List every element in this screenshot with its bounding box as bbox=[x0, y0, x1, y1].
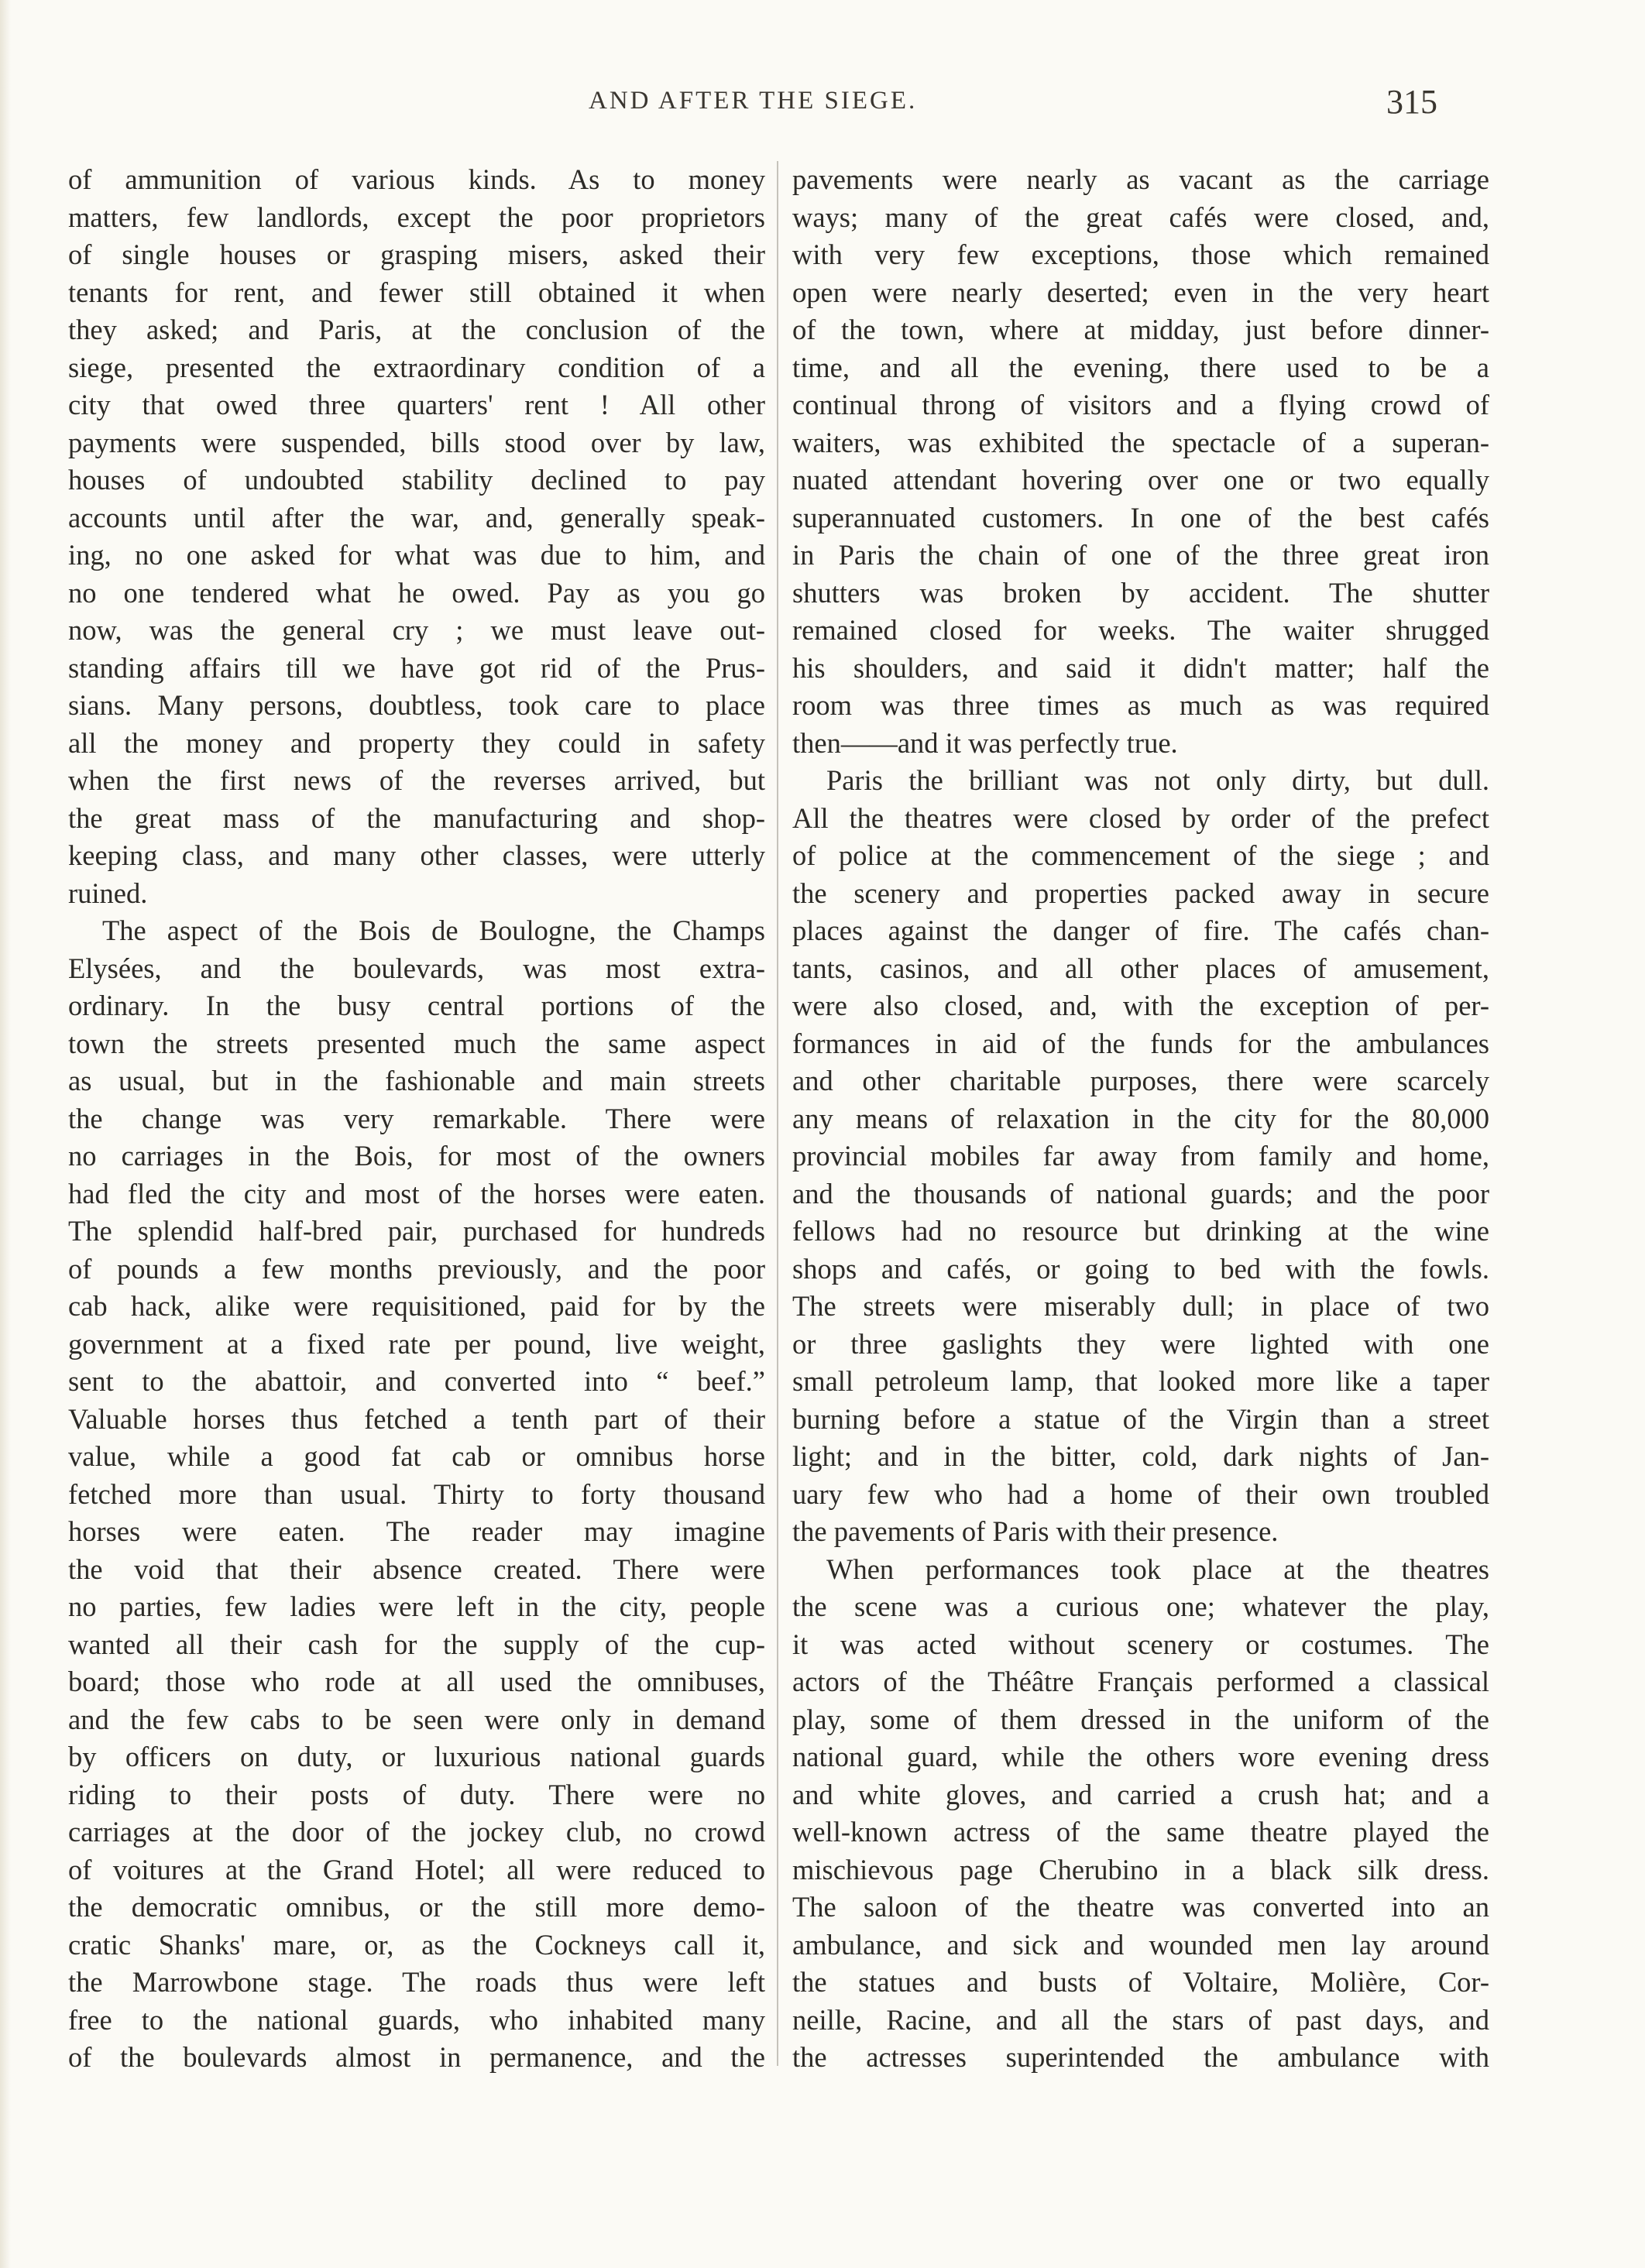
text-line: payments were suspended, bills stood over by law, bbox=[68, 426, 765, 458]
text-line: sent to the abattoir, and converted into “ beef.” bbox=[68, 1365, 765, 1397]
text-line: and white gloves, and carried a crush hat; and a bbox=[792, 1778, 1489, 1810]
text-line: room was three times as much as was required bbox=[792, 689, 1489, 721]
text-line: no carriages in the Bois, for most of the owners bbox=[68, 1140, 765, 1172]
text-line: Paris the brilliant was not only dirty, but dull. bbox=[826, 764, 1489, 796]
text-line: of police at the commencement of the siege ; and bbox=[792, 839, 1489, 871]
text-line: formances in aid of the funds for the ambulances bbox=[792, 1027, 1489, 1059]
text-line: of the town, where at midday, just before dinner- bbox=[792, 314, 1489, 345]
text-line: the void that their absence created. There were bbox=[68, 1553, 765, 1585]
left-text-column bbox=[68, 161, 765, 2077]
text-line: the great mass of the manufacturing and shop- bbox=[68, 801, 765, 834]
text-line: ordinary. In the busy central portions of the bbox=[68, 990, 765, 1021]
text-line: carriages at the door of the jockey club, no crowd bbox=[68, 1816, 765, 1848]
text-line: ambulance, and sick and wounded men lay around bbox=[792, 1928, 1489, 1961]
text-line: no parties, few ladies were left in the city, people bbox=[68, 1590, 765, 1622]
text-line: and the few cabs to be seen were only in demand bbox=[68, 1703, 765, 1735]
text-line: waiters, was exhibited the spectacle of a superan- bbox=[792, 426, 1489, 458]
text-line: The saloon of the theatre was converted into an bbox=[792, 1891, 1489, 1923]
page-edge-shadow bbox=[0, 0, 11, 2268]
text-line: of the boulevards almost in permanence, and the bbox=[68, 2041, 765, 2073]
text-line: it was acted without scenery or costumes. The bbox=[792, 1628, 1489, 1660]
text-line: as usual, but in the fashionable and main streets bbox=[68, 1065, 765, 1096]
text-line: and other charitable purposes, there were scarcely bbox=[792, 1065, 1489, 1096]
text-line: accounts until after the war, and, generally speak- bbox=[68, 501, 765, 534]
text-line: keeping class, and many other classes, were utterly bbox=[68, 839, 765, 871]
text-line: of voitures at the Grand Hotel; all were reduced to bbox=[68, 1853, 765, 1885]
text-line: neille, Racine, and all the stars of past days, and bbox=[792, 2003, 1489, 2036]
text-line: burning before a statue of the Virgin than a street bbox=[792, 1402, 1489, 1435]
text-line: value, while a good fat cab or omnibus horse bbox=[68, 1440, 765, 1472]
text-line: free to the national guards, who inhabited many bbox=[68, 2003, 765, 2036]
text-line: of single houses or grasping misers, asked their bbox=[68, 238, 765, 270]
text-line: remained closed for weeks. The waiter shrugged bbox=[792, 614, 1489, 646]
text-line: pavements were nearly as vacant as the carriage bbox=[792, 163, 1489, 195]
text-line: fellows had no resource but drinking at the wine bbox=[792, 1215, 1489, 1247]
text-line: Elysées, and the boulevards, was most extra- bbox=[68, 952, 765, 984]
text-line: play, some of them dressed in the uniform of the bbox=[792, 1703, 1489, 1735]
text-line: superannuated customers. In one of the best cafés bbox=[792, 501, 1489, 534]
text-line: national guard, while the others wore evening dress bbox=[792, 1741, 1489, 1772]
text-line: The splendid half-bred pair, purchased for hundreds bbox=[68, 1215, 765, 1247]
text-line: when the first news of the reverses arrived, but bbox=[68, 764, 765, 796]
text-line: nuated attendant hovering over one or two equally bbox=[792, 464, 1489, 496]
text-line: his shoulders, and said it didn't matter; half the bbox=[792, 651, 1489, 684]
text-line: The streets were miserably dull; in place of two bbox=[792, 1290, 1489, 1322]
text-line: of pounds a few months previously, and the poor bbox=[68, 1252, 765, 1285]
text-line: shutters was broken by accident. The shutter bbox=[792, 576, 1489, 609]
text-line: riding to their posts of duty. There were no bbox=[68, 1778, 765, 1810]
text-line: the actresses superintended the ambulance with bbox=[792, 2041, 1489, 2073]
text-line: in Paris the chain of one of the three great iron bbox=[792, 539, 1489, 571]
text-line: with very few exceptions, those which remained bbox=[792, 238, 1489, 270]
text-line: fetched more than usual. Thirty to forty thousand bbox=[68, 1477, 765, 1510]
text-line: then——and it was perfectly true. bbox=[792, 726, 1178, 759]
text-line: actors of the Théâtre Français performed a classical bbox=[792, 1666, 1489, 1697]
page-number: 315 bbox=[1386, 83, 1437, 121]
text-line: wanted all their cash for the supply of the cup- bbox=[68, 1628, 765, 1660]
text-line: the scene was a curious one; whatever the play, bbox=[792, 1590, 1489, 1622]
text-line: were also closed, and, with the exception of per- bbox=[792, 990, 1489, 1021]
text-line: ruined. bbox=[68, 877, 148, 909]
text-line: Valuable horses thus fetched a tenth part of their bbox=[68, 1402, 765, 1435]
text-line: any means of relaxation in the city for the 80,000 bbox=[792, 1102, 1489, 1134]
text-line: All the theatres were closed by order of the prefect bbox=[792, 801, 1489, 834]
text-line: tants, casinos, and all other places of amusement, bbox=[792, 952, 1489, 984]
text-line: open were nearly deserted; even in the very heart bbox=[792, 276, 1489, 308]
text-line: had fled the city and most of the horses were eaten. bbox=[68, 1177, 765, 1209]
column-divider bbox=[777, 161, 778, 2066]
text-line: the pavements of Paris with their presence. bbox=[792, 1515, 1279, 1547]
text-line: tenants for rent, and fewer still obtained it when bbox=[68, 276, 765, 308]
text-line: or three gaslights they were lighted with one bbox=[792, 1327, 1489, 1360]
text-line: now, was the general cry ; we must leave out- bbox=[68, 614, 765, 646]
running-title: AND AFTER THE SIEGE. bbox=[589, 87, 918, 115]
running-head bbox=[0, 83, 1645, 133]
text-line: light; and in the bitter, cold, dark nights of Jan- bbox=[792, 1440, 1489, 1472]
text-line: cab hack, alike were requisitioned, paid for by the bbox=[68, 1290, 765, 1322]
text-line: the statues and busts of Voltaire, Molière, Cor- bbox=[792, 1966, 1489, 1998]
text-line: no one tendered what he owed. Pay as you go bbox=[68, 576, 765, 609]
text-line: horses were eaten. The reader may imagine bbox=[68, 1515, 765, 1547]
text-line: The aspect of the Bois de Boulogne, the Champs bbox=[102, 914, 765, 946]
text-line: cratic Shanks' mare, or, as the Cockneys call it, bbox=[68, 1928, 765, 1961]
text-line: standing affairs till we have got rid of the Prus- bbox=[68, 651, 765, 684]
text-line: matters, few landlords, except the poor proprietors bbox=[68, 201, 765, 233]
text-line: city that owed three quarters' rent ! All other bbox=[68, 389, 765, 420]
text-line: time, and all the evening, there used to be a bbox=[792, 351, 1489, 383]
text-line: board; those who rode at all used the omnibuses, bbox=[68, 1666, 765, 1697]
text-line: sians. Many persons, doubtless, took care to place bbox=[68, 689, 765, 721]
text-line: shops and cafés, or going to bed with the fowls. bbox=[792, 1252, 1489, 1285]
text-line: ways; many of the great cafés were closed, and, bbox=[792, 201, 1489, 233]
text-line: the change was very remarkable. There were bbox=[68, 1102, 765, 1134]
text-line: well-known actress of the same theatre played the bbox=[792, 1816, 1489, 1848]
text-line: the scenery and properties packed away in secure bbox=[792, 877, 1489, 909]
text-line: When performances took place at the theatres bbox=[826, 1553, 1489, 1585]
text-line: and the thousands of national guards; and the poor bbox=[792, 1177, 1489, 1209]
text-line: uary few who had a home of their own troubled bbox=[792, 1477, 1489, 1510]
text-line: continual throng of visitors and a flying crowd of bbox=[792, 389, 1489, 420]
text-line: provincial mobiles far away from family and home, bbox=[792, 1140, 1489, 1172]
text-line: of ammunition of various kinds. As to money bbox=[68, 163, 765, 195]
text-line: mischievous page Cherubino in a black silk dress. bbox=[792, 1853, 1489, 1885]
text-line: the democratic omnibus, or the still more demo- bbox=[68, 1891, 765, 1923]
text-line: all the money and property they could in safety bbox=[68, 726, 765, 759]
text-line: by officers on duty, or luxurious national guards bbox=[68, 1741, 765, 1772]
text-line: siege, presented the extraordinary condition of a bbox=[68, 351, 765, 383]
text-line: the Marrowbone stage. The roads thus were left bbox=[68, 1966, 765, 1998]
text-line: houses of undoubted stability declined to pay bbox=[68, 464, 765, 496]
text-line: government at a fixed rate per pound, live weight, bbox=[68, 1327, 765, 1360]
text-line: places against the danger of fire. The cafés chan- bbox=[792, 914, 1489, 946]
text-line: they asked; and Paris, at the conclusion of the bbox=[68, 314, 765, 345]
text-line: town the streets presented much the same aspect bbox=[68, 1027, 765, 1059]
right-text-column bbox=[792, 161, 1489, 2077]
text-line: ing, no one asked for what was due to him, and bbox=[68, 539, 765, 571]
text-line: small petroleum lamp, that looked more like a taper bbox=[792, 1365, 1489, 1397]
